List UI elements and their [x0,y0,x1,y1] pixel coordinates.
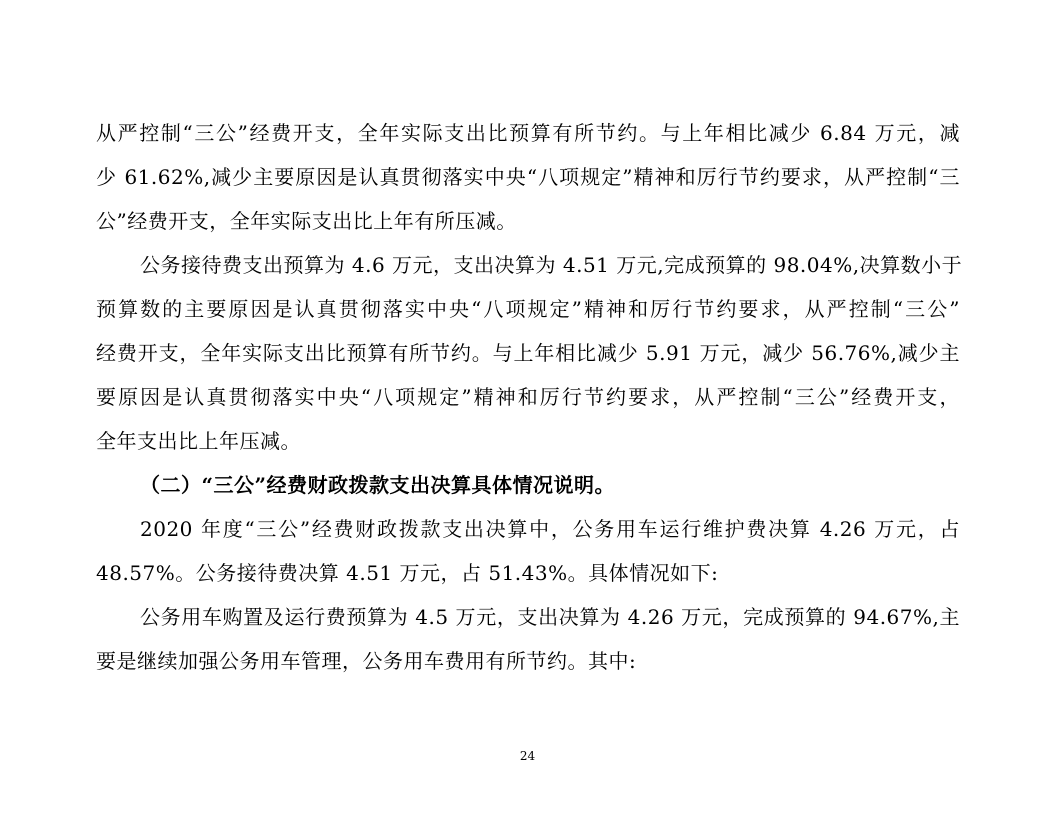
paragraph-2-line-5: 全年支出比上年压减。 [96,429,301,453]
paragraph-2-line-2: 预算数的主要原因是认真贯彻落实中央“八项规定”精神和厉行节约要求，从严控制“三公” [96,297,960,321]
paragraph-2-line-3: 经费开支，全年实际支出比预算有所节约。与上年相比减少 5.91 万元，减少 56.76%,减少主 [96,341,960,365]
paragraph-3-line-2: 48.57%。公务接待费决算 4.51 万元，占 51.43%。具体情况如下: [96,561,719,585]
paragraph-4-line-2: 要是继续加强公务用车管理，公务用车费用有所节约。其中: [96,649,637,673]
paragraph-4-line-1: 公务用车购置及运行费预算为 4.5 万元，支出决算为 4.26 万元，完成预算的 94.67%,主 [140,605,960,629]
paragraph-2-line-4: 要原因是认真贯彻落实中央“八项规定”精神和厉行节约要求，从严控制“三公”经费开支， [96,385,960,409]
paragraph-1-line-2: 少 61.62%,减少主要原因是认真贯彻落实中央“八项规定”精神和厉行节约要求，从严控制“三 [96,165,960,189]
paragraph-1-line-3: 公”经费开支，全年实际支出比上年有所压减。 [96,209,517,233]
paragraph-2-line-1: 公务接待费支出预算为 4.6 万元，支出决算为 4.51 万元,完成预算的 98.04%,决算数小于 [140,253,963,277]
page-number: 24 [519,749,536,763]
section-heading: （二）“三公”经费财政拨款支出决算具体情况说明。 [140,473,616,497]
paragraph-3-line-1: 2020 年度“三公”经费财政拨款支出决算中，公务用车运行维护费决算 4.26 万元，占 [140,517,960,541]
paragraph-1-line-1: 从严控制“三公”经费开支，全年实际支出比预算有所节约。与上年相比减少 6.84 万元，减 [96,121,960,145]
